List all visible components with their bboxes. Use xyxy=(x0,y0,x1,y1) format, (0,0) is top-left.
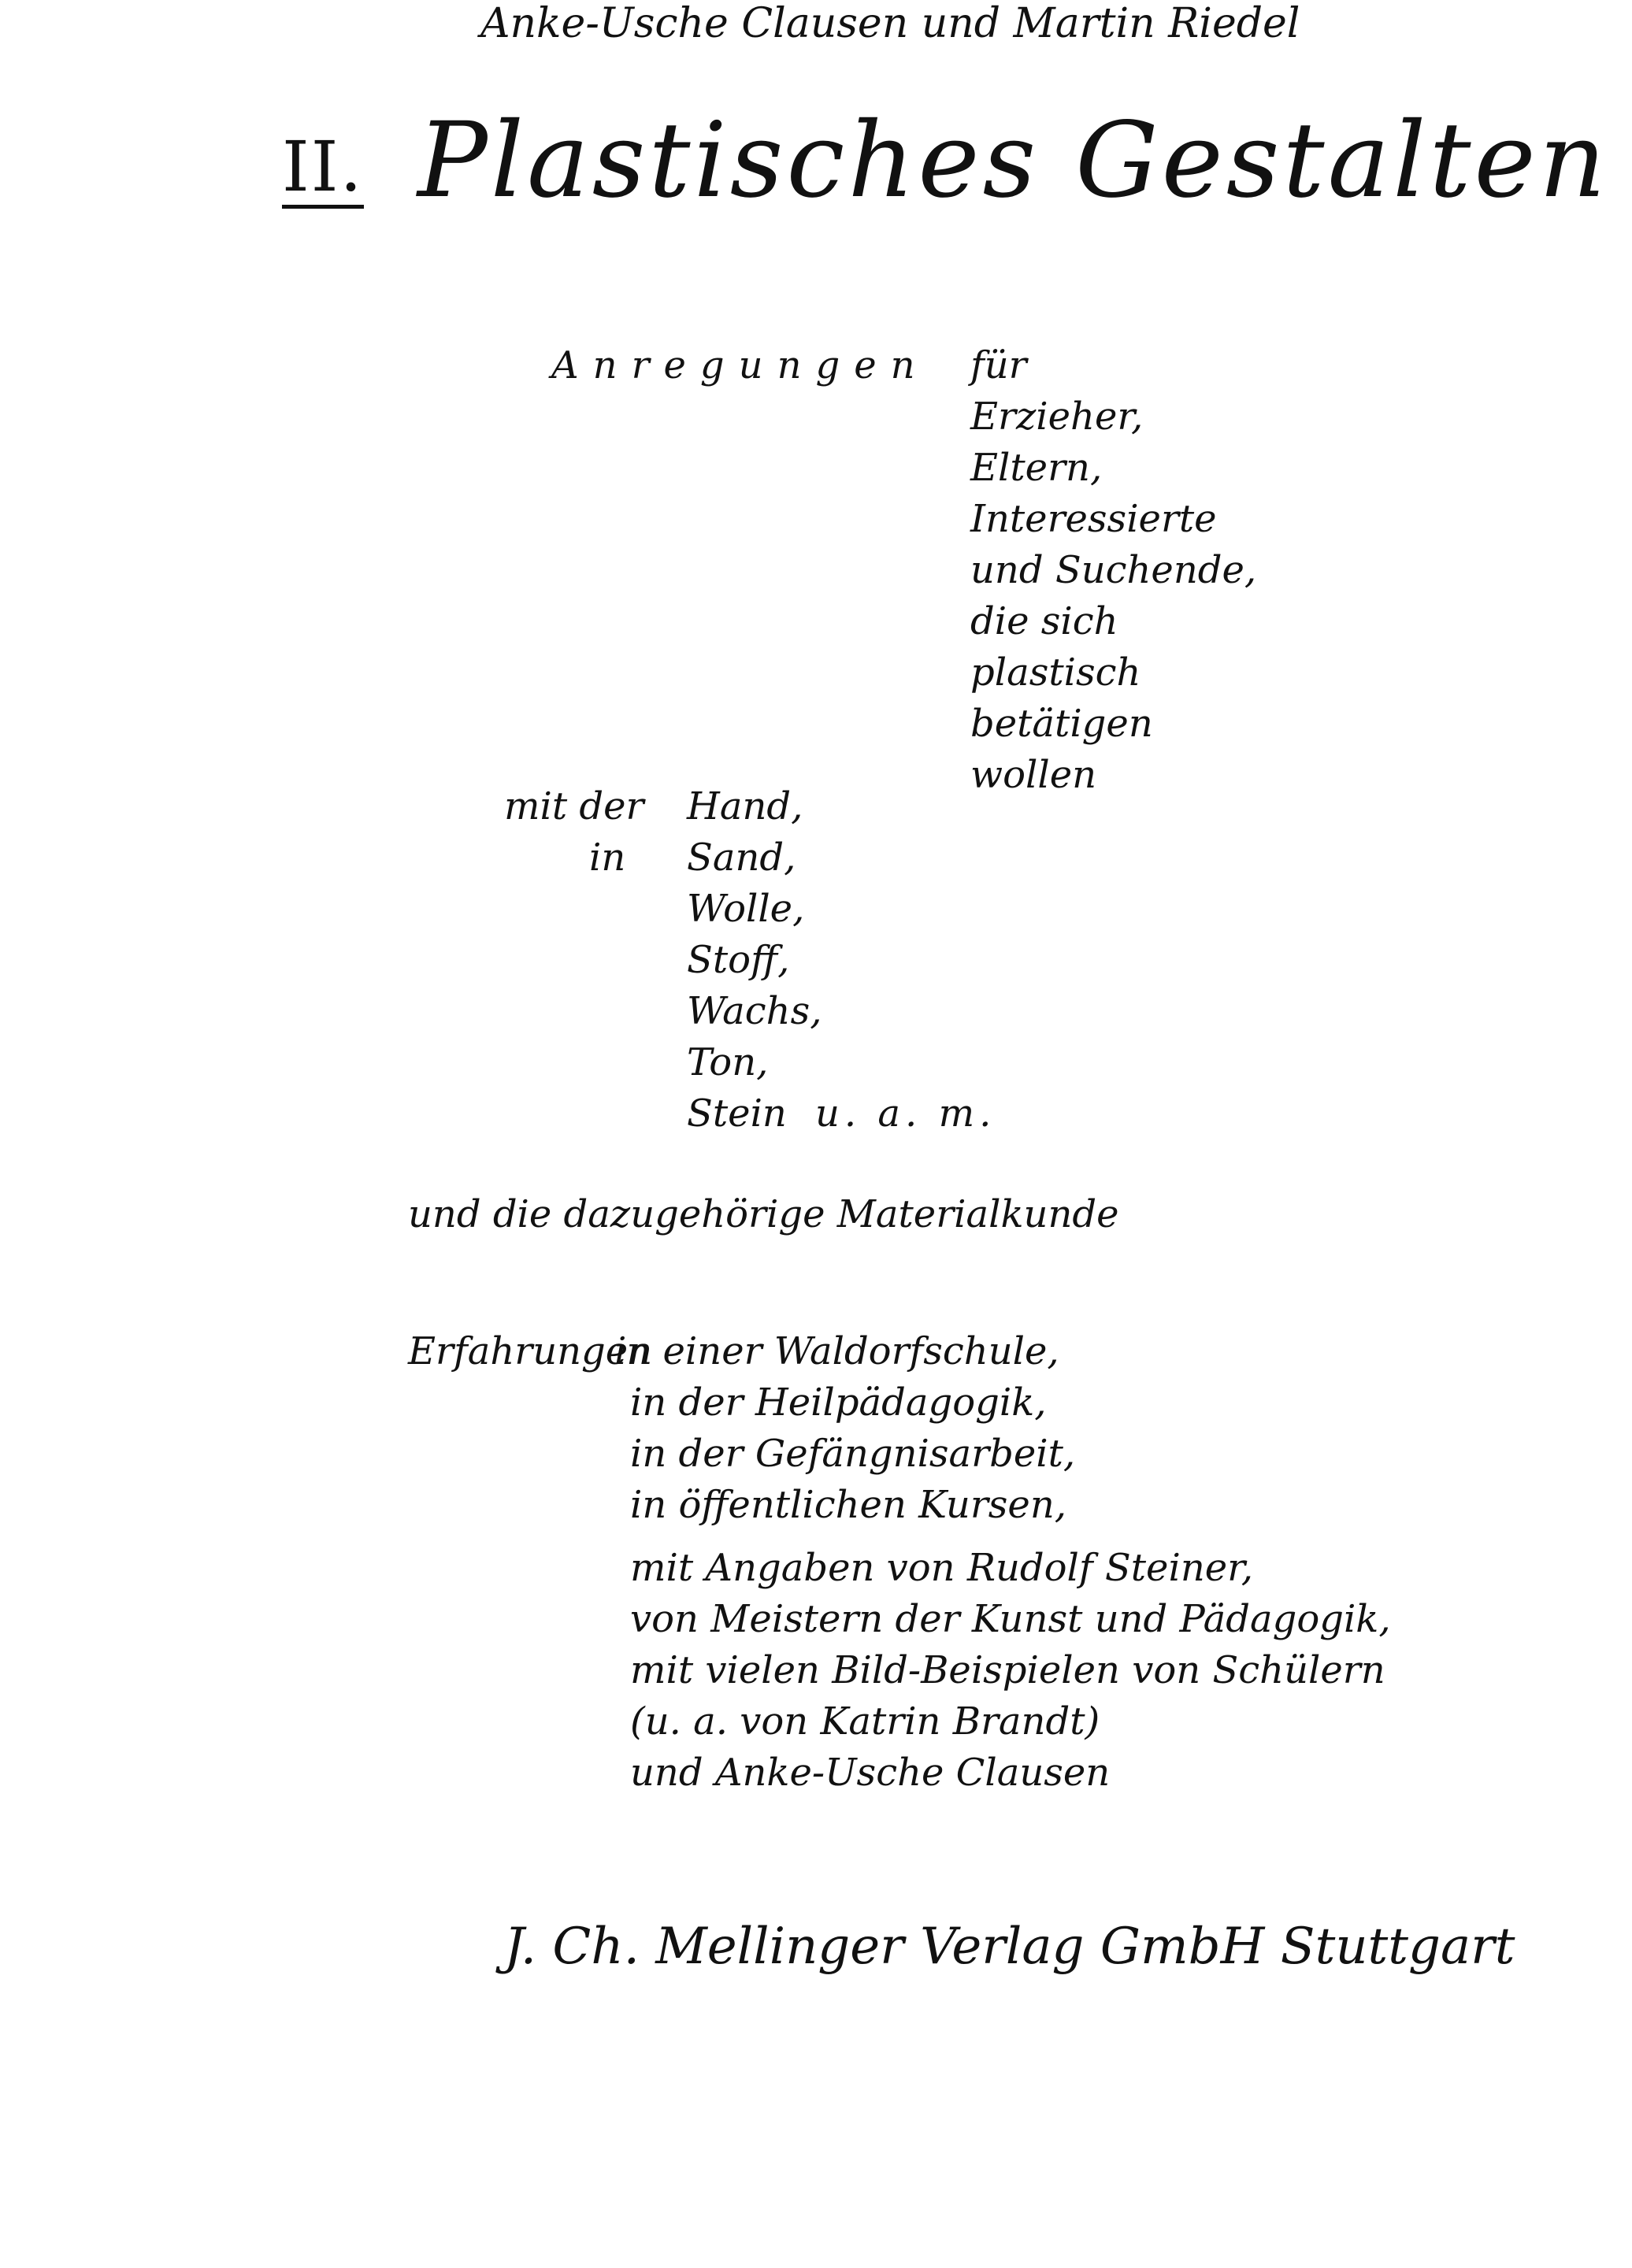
experience-detail: mit Angaben von Rudolf Steiner, xyxy=(630,1546,1254,1590)
audience-line: für xyxy=(970,343,1027,387)
materials-suffix: u. a. m. xyxy=(815,1091,996,1136)
experience-detail: (u. a. von Katrin Brandt) xyxy=(630,1699,1100,1744)
material-item: Wolle, xyxy=(687,887,805,931)
experience-line: in der Heilpädagogik, xyxy=(630,1380,1047,1425)
audience-line: betätigen xyxy=(970,702,1153,746)
audience-line: und Suchende, xyxy=(970,548,1257,592)
publisher-line: J. Ch. Mellinger Verlag GmbH Stuttgart xyxy=(504,1918,1515,1976)
audience-line: plastisch xyxy=(970,650,1141,695)
authors-line: Anke-Usche Clausen und Martin Riedel xyxy=(480,0,1300,47)
experience-detail: und Anke-Usche Clausen xyxy=(630,1751,1111,1795)
anregungen-label: Anregungen xyxy=(551,343,929,387)
experience-line: in öffentlichen Kursen, xyxy=(630,1483,1066,1527)
experience-line: in der Gefängnisarbeit, xyxy=(630,1432,1076,1476)
materialkunde-line: und die dazugehörige Materialkunde xyxy=(408,1192,1119,1236)
audience-line: Interessierte xyxy=(970,497,1217,541)
material-item: Ton, xyxy=(687,1040,769,1084)
experience-line: in einer Waldorfschule, xyxy=(614,1329,1059,1373)
material-item: Stoff, xyxy=(687,938,790,982)
material-item: Stein xyxy=(687,1091,787,1136)
page-title: Plastisches Gestalten xyxy=(417,100,1609,221)
audience-line: Erzieher, xyxy=(970,395,1144,439)
experience-detail: von Meistern der Kunst und Pädagogik, xyxy=(630,1597,1391,1641)
material-item: Wachs, xyxy=(687,989,822,1033)
audience-line: die sich xyxy=(970,599,1118,643)
materials-prefix: mit der xyxy=(504,784,644,828)
audience-line: Eltern, xyxy=(970,446,1103,490)
volume-number: II. xyxy=(282,126,364,207)
audience-line: wollen xyxy=(970,753,1097,797)
experience-lead: Erfahrungen xyxy=(408,1329,653,1373)
material-item: Hand, xyxy=(687,784,803,828)
material-item: Sand, xyxy=(687,836,796,880)
experience-detail: mit vielen Bild-Beispielen von Schülern xyxy=(630,1648,1385,1692)
materials-prefix: in xyxy=(589,836,626,880)
